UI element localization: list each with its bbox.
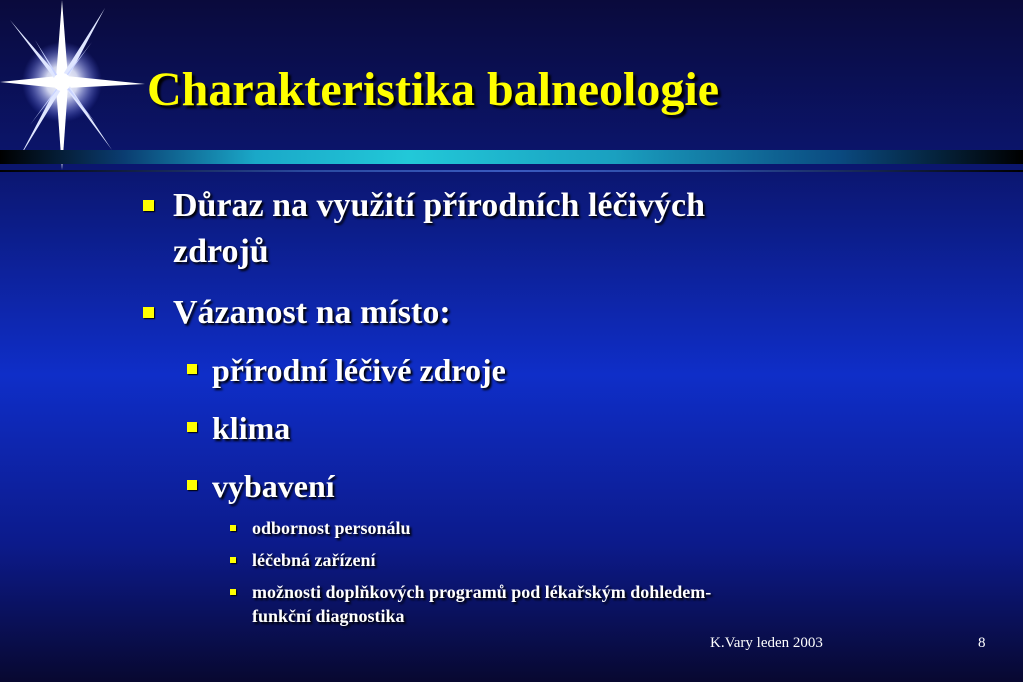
bullet-item (173, 183, 705, 275)
bullet-text-line: zdrojů (173, 233, 269, 270)
slide-title: Charakteristika balneologie (147, 63, 719, 116)
square-bullet-icon (143, 200, 154, 211)
bullet-text-line: možnosti doplňkových programů pod lékařským dohledem- (252, 582, 712, 602)
footer-author-date: K.Vary leden 2003 (710, 635, 823, 651)
bullet-item: odbornost personálu (252, 518, 411, 538)
square-bullet-icon (230, 557, 236, 563)
bullet-item: Vázanost na místo: (173, 294, 451, 331)
bullet-item: klima (212, 410, 291, 446)
bullet-text-line: Důraz na využití přírodních léčivých (173, 187, 706, 224)
bullet-item: vybavení (212, 468, 335, 504)
bullet-text-line: funkční diagnostika (252, 606, 405, 626)
square-bullet-icon (187, 422, 197, 432)
square-bullet-icon (230, 525, 236, 531)
page-number: 8 (978, 635, 986, 651)
square-bullet-icon (187, 480, 197, 490)
square-bullet-icon (230, 589, 236, 595)
bullet-item: léčebná zařízení (252, 550, 376, 570)
square-bullet-icon (187, 364, 197, 374)
square-bullet-icon (143, 307, 154, 318)
bullet-item (252, 580, 711, 628)
bullet-item: přírodní léčivé zdroje (212, 352, 506, 388)
